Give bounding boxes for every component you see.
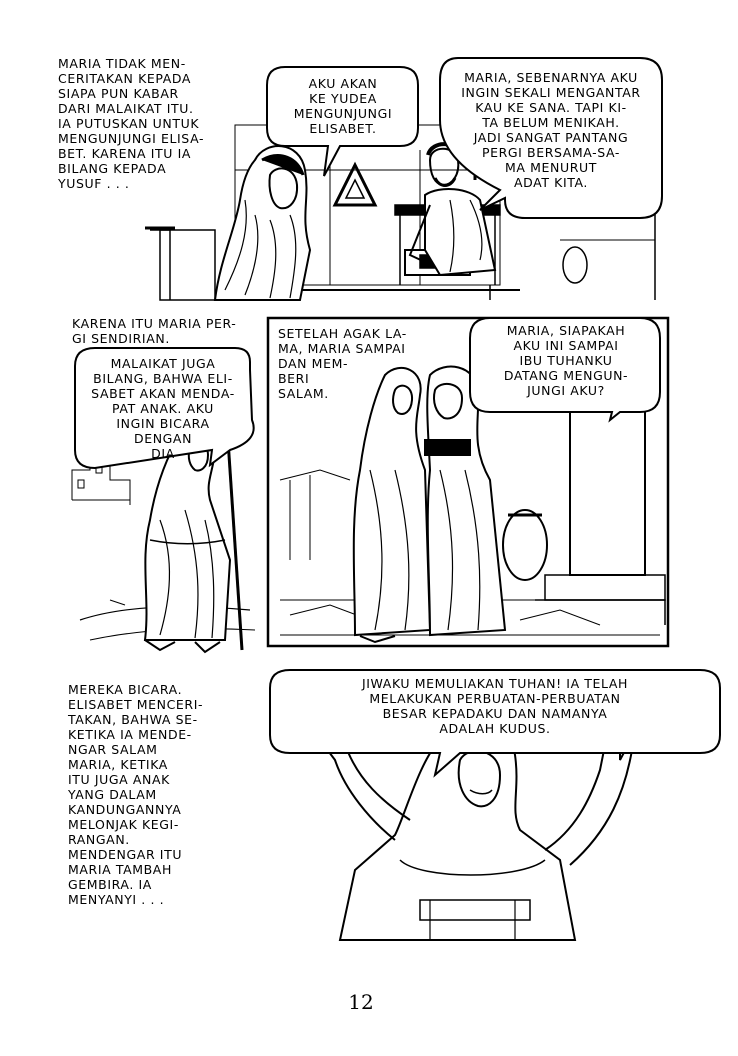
panel1-caption: MARIA TIDAK MEN- CERITAKAN KEPADA SIAPA PUN KABAR DARI MALAIKAT ITU. IA PUTUSKAN UNTUK MENGUNJUNGI ELISA- BET. KARENA ITU IA BILANG KEPADA YUSUF . . . (58, 56, 205, 191)
panel2-caption: KARENA ITU MARIA PER- GI SENDIRIAN. (72, 316, 237, 346)
bubble-maria-text: AKU AKAN KE YUDEA MENGUNJUNGI ELISABET. (293, 76, 393, 136)
bubble-yusuf-text: MARIA, SEBENARNYA AKU INGIN SEKALI MENGANTAR KAU KE SANA. TAPI KI- TA BELUM MENIKAH. JADI SANGAT PANTANG PERGI BERSAMA-SA- MA MENURUT ADAT KITA. (461, 70, 641, 190)
panel3-caption: SETELAH AGAK LA- MA, MARIA SAMPAI DAN MEM- BERI SALAM. (278, 326, 407, 401)
maria-greeting-figure (354, 368, 430, 642)
panel4-caption: MEREKA BICARA. ELISABET MENCERI- TAKAN, BAHWA SE- KETIKA IA MENDE- NGAR SALAM MARIA, KETIKA ITU JUGA ANAK YANG DALAM KANDUNGANNYA MELONJAK KEGI- RANGAN. MENDENGAR ITU MARIA TAMBAH GEMBIRA. IA MENYANYI . . . (68, 682, 204, 907)
page-number: 12 (348, 990, 374, 1014)
maria-singing-figure (320, 724, 632, 940)
bubble-panel3-text: MARIA, SIAPAKAH AKU INI SAMPAI IBU TUHANKU DATANG MENGUN- JUNGI AKU? (503, 323, 629, 398)
bubble-panel4-text: JIWAKU MEMULIAKAN TUHAN! IA TELAH MELAKUKAN PERBUATAN-PERBUATAN BESAR KEPADAKU DAN NAMANYA ADALAH KUDUS. (361, 676, 629, 736)
bubble-panel2-text: MALAIKAT JUGA BILANG, BAHWA ELI- SABET AKAN MENDA- PAT ANAK. AKU INGIN BICARA DENGAN DIA (91, 356, 235, 461)
